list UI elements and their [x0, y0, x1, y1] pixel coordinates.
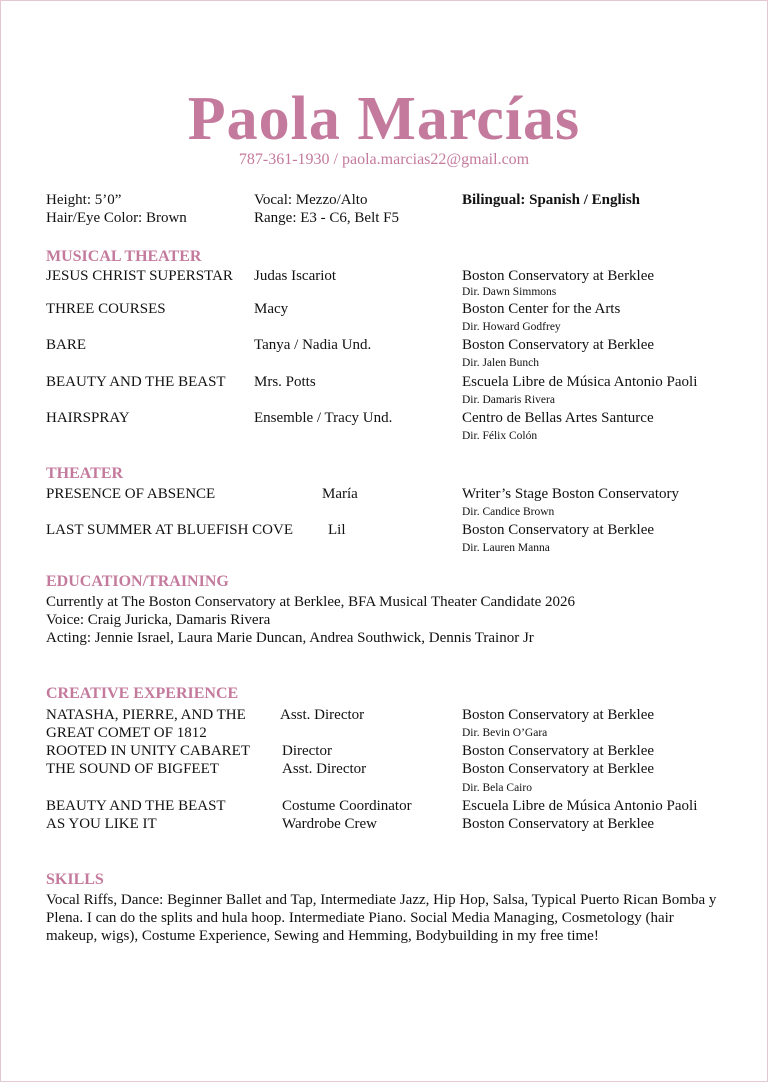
credit-venue: Escuela Libre de Música Antonio Paoli — [462, 798, 698, 814]
credit-role: Wardrobe Crew — [282, 816, 378, 832]
range-text: Range: E3 - C6, Belt F5 — [254, 210, 399, 226]
page-title: Paola Marcías — [187, 85, 581, 153]
section-heading-theater: THEATER — [46, 465, 124, 482]
education-line: Acting: Jennie Israel, Laura Marie Duncan, Andrea Southwick, Dennis Trainor Jr — [46, 630, 534, 646]
credit-venue: Boston Conservatory at Berklee — [462, 816, 655, 832]
credit-show: LAST SUMMER AT BLUEFISH COVE — [46, 522, 293, 538]
credit-show: PRESENCE OF ABSENCE — [46, 486, 216, 502]
credit-show: THREE COURSES — [46, 301, 166, 317]
contact-line: 787-361-1930 / paola.marcias22@gmail.com — [238, 151, 530, 168]
credit-venue: Writer’s Stage Boston Conservatory — [462, 486, 680, 502]
credit-venue: Boston Conservatory at Berklee — [462, 707, 655, 723]
credit-show: BEAUTY AND THE BEAST — [46, 798, 226, 814]
credit-venue: Escuela Libre de Música Antonio Paoli — [462, 374, 698, 390]
credit-director: Dir. Dawn Simmons — [462, 286, 557, 298]
height-text: Height: 5’0” — [46, 192, 122, 208]
credit-venue: Boston Center for the Arts — [462, 301, 621, 317]
credit-director: Dir. Candice Brown — [462, 506, 555, 518]
credit-role: Lil — [328, 522, 346, 538]
credit-role: Director — [282, 743, 332, 759]
credit-venue: Boston Conservatory at Berklee — [462, 761, 655, 777]
credit-role: Mrs. Potts — [254, 374, 316, 390]
section-heading-education: EDUCATION/TRAINING — [46, 573, 229, 590]
credit-venue: Boston Conservatory at Berklee — [462, 268, 655, 284]
credit-venue: Boston Conservatory at Berklee — [462, 743, 655, 759]
credit-show: THE SOUND OF BIGFEET — [46, 761, 219, 777]
credit-director: Dir. Félix Colón — [462, 430, 538, 442]
credit-role: María — [322, 486, 358, 502]
credit-role: Asst. Director — [280, 707, 365, 723]
credit-director: Dir. Lauren Manna — [462, 542, 550, 554]
credit-director: Dir. Bevin O’Gara — [462, 727, 548, 739]
credit-venue: Centro de Bellas Artes Santurce — [462, 410, 654, 426]
credit-venue: Boston Conservatory at Berklee — [462, 522, 655, 538]
credit-role: Macy — [254, 301, 289, 317]
section-heading-skills: SKILLS — [46, 871, 104, 888]
skills-text: Vocal Riffs, Dance: Beginner Ballet and Tap, Intermediate Jazz, Hip Hop, Salsa, Typical Puerto Rican Bomba y Plena. I can do the splits and hula hoop. Intermediate Piano. Social Media Managing, Cosmetology (hair makeup, wigs), Costume Experience, Sewing and Hemming, Bodybuilding in my free time! — [46, 892, 717, 944]
credit-role: Costume Coordinator — [282, 798, 412, 814]
credit-role: Tanya / Nadia Und. — [254, 337, 372, 353]
credit-director: Dir. Bela Cairo — [462, 782, 532, 794]
credit-show: HAIRSPRAY — [46, 410, 130, 426]
credit-director: Dir. Damaris Rivera — [462, 394, 555, 406]
vocal-text: Vocal: Mezzo/Alto — [254, 192, 368, 208]
credit-director: Dir. Howard Godfrey — [462, 321, 561, 333]
credit-show: AS YOU LIKE IT — [46, 816, 157, 832]
credit-show: NATASHA, PIERRE, AND THE — [46, 707, 246, 723]
credit-show: JESUS CHRIST SUPERSTAR — [46, 268, 233, 284]
credit-show: GREAT COMET OF 1812 — [46, 725, 207, 741]
credit-director: Dir. Jalen Bunch — [462, 357, 539, 369]
hair-eye-text: Hair/Eye Color: Brown — [46, 210, 187, 226]
credit-role: Ensemble / Tracy Und. — [254, 410, 393, 426]
education-line: Currently at The Boston Conservatory at Berklee, BFA Musical Theater Candidate 2026 — [46, 594, 576, 610]
credit-role: Judas Iscariot — [254, 268, 337, 284]
bilingual-text: Bilingual: Spanish / English — [462, 192, 641, 208]
section-heading-musical-theater: MUSICAL THEATER — [46, 248, 202, 265]
credit-venue: Boston Conservatory at Berklee — [462, 337, 655, 353]
education-line: Voice: Craig Juricka, Damaris Rivera — [46, 612, 271, 628]
credit-show: BEAUTY AND THE BEAST — [46, 374, 226, 390]
section-heading-creative: CREATIVE EXPERIENCE — [46, 685, 239, 702]
credit-role: Asst. Director — [282, 761, 367, 777]
credit-show: ROOTED IN UNITY CABARET — [46, 743, 251, 759]
credit-show: BARE — [46, 337, 87, 353]
